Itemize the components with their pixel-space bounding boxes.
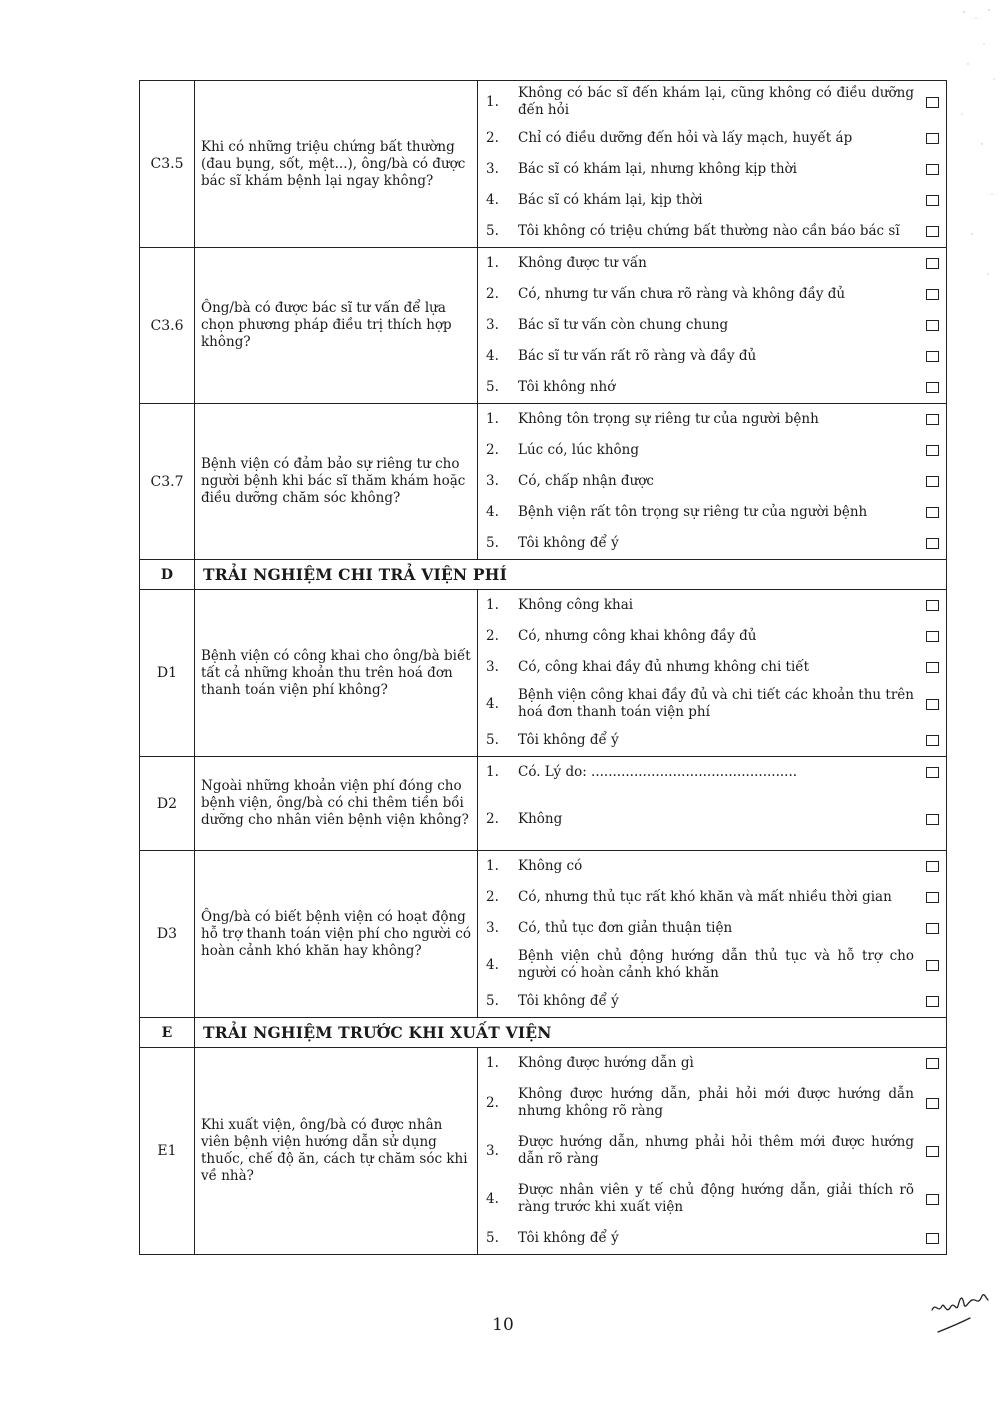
checkbox[interactable] [926, 892, 939, 903]
option-label: Chỉ có điều dưỡng đến hỏi và lấy mạch, huyết áp [518, 130, 853, 146]
option-label: Có. Lý do: ................................................ [518, 764, 798, 780]
option-label: Bác sĩ tư vấn còn chung chung [518, 317, 729, 333]
question-code: C3.6 [140, 248, 195, 404]
options-cell [478, 81, 947, 248]
checkbox[interactable] [926, 767, 939, 778]
checkbox[interactable] [926, 1146, 939, 1157]
option-label: Bệnh viện công khai đầy đủ và chi tiết các khoản thu trên hoá đơn thanh toán viện phí [518, 687, 914, 720]
question-text: Ông/bà có được bác sĩ tư vấn để lựa chọn phương pháp điều trị thích hợp không? [195, 248, 478, 404]
option-label: Có, thủ tục đơn giản thuận tiện [518, 920, 733, 936]
option-item[interactable]: 2. Có, nhưng tư vấn chưa rõ ràng và không đầy đủ [478, 279, 946, 310]
option-item[interactable]: 3. Được hướng dẫn, nhưng phải hỏi thêm mới được hướng dẫn rõ ràng [478, 1127, 946, 1175]
checkbox[interactable] [926, 600, 939, 611]
option-label: Không được tư vấn [518, 255, 647, 271]
scan-noise [954, 4, 1000, 304]
question-text: Bệnh viện có công khai cho ông/bà biết tất cả những khoản thu trên hoá đơn thanh toán viện phí không? [195, 590, 478, 757]
option-item[interactable]: 4. Bệnh viện rất tôn trọng sự riêng tư của người bệnh [478, 497, 946, 528]
checkbox[interactable] [926, 133, 939, 144]
checkbox[interactable] [926, 1058, 939, 1069]
question-text: Bệnh viện có đảm bảo sự riêng tư cho người bệnh khi bác sĩ thăm khám hoặc điều dưỡng chăm sóc không? [195, 404, 478, 560]
question-code: E1 [140, 1048, 195, 1255]
checkbox[interactable] [926, 351, 939, 362]
question-code: D2 [140, 757, 195, 851]
option-label: Có, nhưng tư vấn chưa rõ ràng và không đầy đủ [518, 286, 846, 302]
handwritten-initials [928, 1288, 992, 1336]
option-item[interactable]: 2. Không [478, 788, 946, 850]
section-code: D [140, 560, 195, 590]
option-item[interactable]: 5. Tôi không nhớ [478, 372, 946, 403]
option-item[interactable]: 2. Lúc có, lúc không [478, 435, 946, 466]
options-cell [478, 590, 947, 757]
checkbox[interactable] [926, 861, 939, 872]
option-item[interactable]: 5. Tôi không để ý [478, 725, 946, 756]
checkbox[interactable] [926, 164, 939, 175]
checkbox[interactable] [926, 226, 939, 237]
option-item[interactable]: 2. Không được hướng dẫn, phải hỏi mới được hướng dẫn nhưng không rõ ràng [478, 1079, 946, 1127]
option-label: Không [518, 810, 563, 827]
checkbox[interactable] [926, 735, 939, 746]
option-label: Bệnh viện rất tôn trọng sự riêng tư của người bệnh [518, 504, 868, 520]
question-code: D3 [140, 851, 195, 1018]
checkbox[interactable] [926, 662, 939, 673]
option-item[interactable]: 1. Không được hướng dẫn gì [478, 1048, 946, 1079]
options-cell [478, 404, 947, 560]
checkbox[interactable] [926, 195, 939, 206]
option-label: Tôi không để ý [518, 732, 619, 748]
checkbox[interactable] [926, 1098, 939, 1109]
options-cell [478, 851, 947, 1018]
option-label: Không có [518, 858, 583, 874]
option-item[interactable]: 2. Có, nhưng thủ tục rất khó khăn và mất nhiều thời gian [478, 882, 946, 913]
checkbox[interactable] [926, 631, 939, 642]
option-item[interactable]: 3. Có, chấp nhận được [478, 466, 946, 497]
checkbox[interactable] [926, 1233, 939, 1244]
checkbox[interactable] [926, 258, 939, 269]
question-code: C3.5 [140, 81, 195, 248]
option-item[interactable]: 2. Có, nhưng công khai không đầy đủ [478, 621, 946, 652]
checkbox[interactable] [926, 320, 939, 331]
option-item[interactable]: 1. Không tôn trọng sự riêng tư của người bệnh [478, 404, 946, 435]
option-item[interactable]: 3. Bác sĩ tư vấn còn chung chung [478, 310, 946, 341]
checkbox[interactable] [926, 1194, 939, 1205]
option-item[interactable]: 2. Chỉ có điều dưỡng đến hỏi và lấy mạch, huyết áp [478, 123, 946, 154]
checkbox[interactable] [926, 445, 939, 456]
options-cell [478, 757, 947, 851]
option-label: Bác sĩ có khám lại, nhưng không kịp thời [518, 161, 797, 177]
option-label: Không tôn trọng sự riêng tư của người bệnh [518, 411, 819, 427]
question-text: Ngoài những khoản viện phí đóng cho bệnh viện, ông/bà có chi thêm tiền bồi dưỡng cho nhân viên bệnh viện không? [195, 757, 478, 851]
option-item[interactable]: 1. Không có [478, 851, 946, 882]
option-label: Tôi không nhớ [518, 379, 616, 395]
checkbox[interactable] [926, 996, 939, 1007]
checkbox[interactable] [926, 382, 939, 393]
question-code: D1 [140, 590, 195, 757]
checkbox[interactable] [926, 97, 939, 108]
option-label: Tôi không để ý [518, 993, 619, 1009]
option-label: Lúc có, lúc không [518, 442, 639, 458]
option-label: Được hướng dẫn, nhưng phải hỏi thêm mới được hướng dẫn rõ ràng [518, 1134, 914, 1167]
option-item[interactable]: 5. Tôi không để ý [478, 1223, 946, 1254]
options-cell [478, 248, 947, 404]
question-text: Khi có những triệu chứng bất thường (đau bụng, sốt, mệt...), ông/bà có được bác sĩ khám bệnh lại ngay không? [195, 81, 478, 248]
option-label: Không được hướng dẫn, phải hỏi mới được hướng dẫn nhưng không rõ ràng [518, 1086, 914, 1119]
option-item[interactable]: 5. Tôi không có triệu chứng bất thường nào cần báo bác sĩ [478, 216, 946, 247]
page-number: 10 [492, 1315, 514, 1335]
option-item[interactable]: 1. Không có bác sĩ đến khám lại, cũng không có điều dưỡng đến hỏi [478, 81, 946, 123]
survey-table [139, 80, 947, 1255]
option-label: Không công khai [518, 597, 634, 613]
option-label: Có, công khai đầy đủ nhưng không chi tiết [518, 659, 810, 675]
option-item[interactable]: 1. Không được tư vấn [478, 248, 946, 279]
question-row-d1 [140, 590, 947, 757]
checkbox[interactable] [926, 538, 939, 549]
option-label: Có, nhưng thủ tục rất khó khăn và mất nhiều thời gian [518, 889, 892, 905]
option-label: Bác sĩ có khám lại, kịp thời [518, 192, 703, 208]
option-label: Không có bác sĩ đến khám lại, cũng không có điều dưỡng đến hỏi [518, 85, 914, 118]
option-label: Có, chấp nhận được [518, 473, 654, 489]
checkbox[interactable] [926, 814, 939, 825]
option-label: Được nhân viên y tế chủ động hướng dẫn, giải thích rõ ràng trước khi xuất viện [518, 1182, 914, 1215]
option-item[interactable]: 1. Không công khai [478, 590, 946, 621]
option-label: Không được hướng dẫn gì [518, 1055, 694, 1071]
checkbox[interactable] [926, 923, 939, 934]
option-label: Tôi không để ý [518, 1230, 619, 1246]
question-text: Ông/bà có biết bệnh viện có hoạt động hỗ trợ thanh toán viện phí cho người có hoàn cảnh khó khăn hay không? [195, 851, 478, 1018]
question-row-c35 [140, 81, 947, 248]
checkbox[interactable] [926, 699, 939, 710]
option-item[interactable]: 3. Có, công khai đầy đủ nhưng không chi tiết [478, 652, 946, 683]
section-row-d [140, 560, 947, 590]
option-label: Bệnh viện chủ động hướng dẫn thủ tục và hỗ trợ cho người có hoàn cảnh khó khăn [518, 948, 914, 981]
checkbox[interactable] [926, 960, 939, 971]
section-row-e [140, 1018, 947, 1048]
question-text: Khi xuất viện, ông/bà có được nhân viên bệnh viện hướng dẫn sử dụng thuốc, chế độ ăn, cách tự chăm sóc khi về nhà? [195, 1048, 478, 1255]
question-row-d2 [140, 757, 947, 851]
option-item[interactable]: 3. Có, thủ tục đơn giản thuận tiện [478, 913, 946, 944]
option-item[interactable]: 1. Có. Lý do: ................................................ [478, 757, 946, 788]
option-item[interactable]: 5. Tôi không để ý [478, 528, 946, 559]
option-label: Tôi không để ý [518, 535, 619, 551]
section-code: E [140, 1018, 195, 1048]
question-code: C3.7 [140, 404, 195, 560]
option-item[interactable]: 4. Bệnh viện công khai đầy đủ và chi tiết các khoản thu trên hoá đơn thanh toán viện phí [478, 683, 946, 725]
section-title: TRẢI NGHIỆM CHI TRẢ VIỆN PHÍ [195, 560, 947, 590]
question-row-c36 [140, 248, 947, 404]
option-item[interactable]: 4. Bệnh viện chủ động hướng dẫn thủ tục và hỗ trợ cho người có hoàn cảnh khó khăn [478, 944, 946, 986]
question-row-e1 [140, 1048, 947, 1255]
option-item[interactable]: 3. Bác sĩ có khám lại, nhưng không kịp thời [478, 154, 946, 185]
question-row-d3 [140, 851, 947, 1018]
option-item[interactable]: 4. Bác sĩ có khám lại, kịp thời [478, 185, 946, 216]
section-title: TRẢI NGHIỆM TRƯỚC KHI XUẤT VIỆN [195, 1018, 947, 1048]
question-row-c37 [140, 404, 947, 560]
checkbox[interactable] [926, 414, 939, 425]
option-item[interactable]: 4. Được nhân viên y tế chủ động hướng dẫn, giải thích rõ ràng trước khi xuất viện [478, 1175, 946, 1223]
checkbox[interactable] [926, 507, 939, 518]
checkbox[interactable] [926, 476, 939, 487]
option-item[interactable]: 5. Tôi không để ý [478, 986, 946, 1017]
checkbox[interactable] [926, 289, 939, 300]
option-label: Có, nhưng công khai không đầy đủ [518, 628, 757, 644]
option-item[interactable]: 4. Bác sĩ tư vấn rất rõ ràng và đầy đủ [478, 341, 946, 372]
options-cell [478, 1048, 947, 1255]
option-label: Bác sĩ tư vấn rất rõ ràng và đầy đủ [518, 348, 757, 364]
option-label: Tôi không có triệu chứng bất thường nào cần báo bác sĩ [518, 223, 900, 239]
